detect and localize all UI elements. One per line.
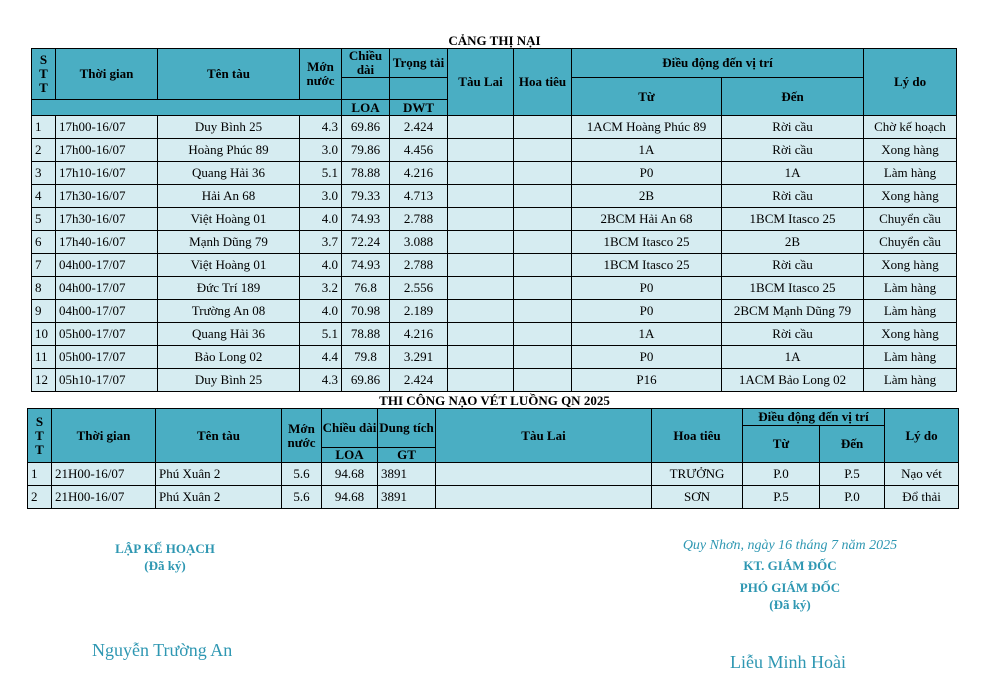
table-cell: 2.424 (390, 116, 448, 139)
table-cell: Làm hàng (864, 369, 957, 392)
header-ship: Tên tàu (158, 49, 300, 100)
table-cell: 74.93 (342, 254, 390, 277)
table-cell: 21H00-16/07 (52, 486, 156, 509)
table-cell: 70.98 (342, 300, 390, 323)
table-cell: 1 (28, 463, 52, 486)
table-cell: Rời cầu (722, 254, 864, 277)
table-cell (448, 231, 514, 254)
table-cell: 12 (32, 369, 56, 392)
planner-name: Nguyễn Trường An (92, 640, 233, 660)
table-cell: 04h00-17/07 (56, 254, 158, 277)
table-cell: Rời cầu (722, 323, 864, 346)
header2-time: Thời gian (52, 409, 156, 463)
table-row (32, 346, 957, 369)
table-cell: Phú Xuân 2 (156, 486, 282, 509)
table-cell: 3.088 (390, 231, 448, 254)
table-cell: 3891 (378, 463, 436, 486)
table-cell (448, 277, 514, 300)
table-cell: 76.8 (342, 277, 390, 300)
table-cell (448, 323, 514, 346)
table-row (32, 254, 957, 277)
table-cell: Rời cầu (722, 185, 864, 208)
date-line: Quy Nhơn, ngày 16 tháng 7 năm 2025 (682, 538, 898, 553)
table-cell: 2.556 (390, 277, 448, 300)
header-filler (32, 100, 342, 116)
header-dwt: DWT (390, 100, 448, 116)
table-cell: 8 (32, 277, 56, 300)
table-cell: Làm hàng (864, 346, 957, 369)
table-cell (514, 231, 572, 254)
header2-capacity: Dung tích (378, 409, 436, 448)
table-cell: 5.6 (282, 463, 322, 486)
table-cell (514, 300, 572, 323)
header2-to: Đến (820, 426, 885, 463)
table-row (32, 231, 957, 254)
table-cell: 5.1 (300, 162, 342, 185)
header2-ship: Tên tàu (156, 409, 282, 463)
table-cell: 74.93 (342, 208, 390, 231)
table-cell: 04h00-17/07 (56, 277, 158, 300)
table-cell (448, 116, 514, 139)
table-cell: 17h30-16/07 (56, 208, 158, 231)
table-cell (448, 185, 514, 208)
header-tug: Tàu Lai (448, 49, 514, 116)
table-cell: Việt Hoàng 01 (158, 254, 300, 277)
table-cell (448, 369, 514, 392)
table-cell (514, 254, 572, 277)
table-cell: 4 (32, 185, 56, 208)
table-cell: 17h30-16/07 (56, 185, 158, 208)
table-cell: P0 (572, 277, 722, 300)
table-row (32, 116, 957, 139)
table-cell: Phú Xuân 2 (156, 463, 282, 486)
table-cell: 4.4 (300, 346, 342, 369)
table-cell: 4.0 (300, 300, 342, 323)
table-row (28, 463, 959, 486)
header2-from: Từ (743, 426, 820, 463)
table-cell: P.5 (743, 486, 820, 509)
director-name: Liễu Minh Hoài (730, 652, 846, 672)
table-cell: Trường An 08 (158, 300, 300, 323)
table-cell: Đổ thải (885, 486, 959, 509)
table-cell: Việt Hoàng 01 (158, 208, 300, 231)
header2-tug: Tàu Lai (436, 409, 652, 463)
table-cell: 72.24 (342, 231, 390, 254)
table-cell: 11 (32, 346, 56, 369)
table-cell (514, 208, 572, 231)
table-cell: Xong hàng (864, 139, 957, 162)
table-cell: 05h10-17/07 (56, 369, 158, 392)
table-cell: Duy Bình 25 (158, 116, 300, 139)
table-cell: 2.424 (390, 369, 448, 392)
table-cell: 78.88 (342, 162, 390, 185)
table-cell: 17h00-16/07 (56, 116, 158, 139)
director-signed: (Đã ký) (769, 597, 811, 612)
table-cell: Hoàng Phúc 89 (158, 139, 300, 162)
table-cell: 4.0 (300, 208, 342, 231)
director-title: KT. GIÁM ĐỐC (743, 558, 837, 573)
table-cell: Rời cầu (722, 139, 864, 162)
planner-signed: (Đã ký) (144, 558, 186, 573)
table-cell: 17h00-16/07 (56, 139, 158, 162)
table-cell: 1A (572, 139, 722, 162)
table-cell: 2.189 (390, 300, 448, 323)
table-cell: P0 (572, 346, 722, 369)
planner-title: LẬP KẾ HOẠCH (115, 541, 215, 556)
table-cell: TRƯỞNG (652, 463, 743, 486)
table-cell: P.0 (820, 486, 885, 509)
table-cell: 4.3 (300, 369, 342, 392)
table-cell: 3891 (378, 486, 436, 509)
deputy-director-title: PHÓ GIÁM ĐỐC (739, 580, 841, 595)
table-cell: 05h00-17/07 (56, 323, 158, 346)
table-row (32, 323, 957, 346)
table-cell (436, 463, 652, 486)
table-row (32, 139, 957, 162)
header-pilot: Hoa tiêu (514, 49, 572, 116)
table-cell: 94.68 (322, 486, 378, 509)
table-cell: Đức Trí 189 (158, 277, 300, 300)
table-cell: 2B (572, 185, 722, 208)
table-cell: Làm hàng (864, 277, 957, 300)
table-cell: 17h40-16/07 (56, 231, 158, 254)
table-cell: Duy Bình 25 (158, 369, 300, 392)
table-cell: 2B (722, 231, 864, 254)
table-cell: 1A (572, 323, 722, 346)
header2-length: Chiều dài (322, 409, 378, 448)
table-cell: 17h10-16/07 (56, 162, 158, 185)
table-cell: 4.3 (300, 116, 342, 139)
table-row (32, 369, 957, 392)
table-cell: P.5 (820, 463, 885, 486)
table-row (32, 185, 957, 208)
table-cell: Rời cầu (722, 116, 864, 139)
table-cell: 5 (32, 208, 56, 231)
header2-draft: Mớn nước (282, 409, 322, 463)
table-cell: P0 (572, 162, 722, 185)
table-cell: 1BCM Itasco 25 (722, 208, 864, 231)
table-cell: P16 (572, 369, 722, 392)
table-row (32, 277, 957, 300)
header2-reason: Lý do (885, 409, 959, 463)
table-cell: 9 (32, 300, 56, 323)
table-cell: 79.8 (342, 346, 390, 369)
header-tonnage-spacer (390, 78, 448, 100)
table-cell (514, 346, 572, 369)
table-cell (448, 346, 514, 369)
table-cell: 69.86 (342, 369, 390, 392)
table-cell: 1A (722, 346, 864, 369)
header2-stt: STT (28, 409, 52, 463)
table-cell (436, 486, 652, 509)
header2-gt: GT (378, 448, 436, 463)
table-cell: 1A (722, 162, 864, 185)
table-cell: SƠN (652, 486, 743, 509)
table-cell: Quang Hải 36 (158, 323, 300, 346)
table-cell: 2.788 (390, 208, 448, 231)
header-move: Điều động đến vị trí (572, 49, 864, 78)
table-cell: 4.216 (390, 162, 448, 185)
table-cell: 1BCM Itasco 25 (572, 231, 722, 254)
table-cell: 21H00-16/07 (52, 463, 156, 486)
table-row (32, 300, 957, 323)
table-cell: 10 (32, 323, 56, 346)
table-cell: P.0 (743, 463, 820, 486)
header2-move: Điều động đến vị trí (743, 409, 885, 426)
table1-title: CẢNG THỊ NẠI (448, 33, 541, 48)
table-cell: 2 (28, 486, 52, 509)
table-cell: 5.1 (300, 323, 342, 346)
header-length: Chiều dài (342, 49, 390, 78)
table-cell: Chuyển cầu (864, 231, 957, 254)
table-cell: 6 (32, 231, 56, 254)
table-cell: 7 (32, 254, 56, 277)
table-cell: 2 (32, 139, 56, 162)
table-cell (448, 254, 514, 277)
table-cell: 1 (32, 116, 56, 139)
table-cell: 2BCM Hải An 68 (572, 208, 722, 231)
table-cell: 3 (32, 162, 56, 185)
table-cell (448, 300, 514, 323)
table-cell: 4.713 (390, 185, 448, 208)
table-cell: 3.0 (300, 139, 342, 162)
table-cell: 3.0 (300, 185, 342, 208)
table-cell: 1BCM Itasco 25 (572, 254, 722, 277)
table-cell: Xong hàng (864, 323, 957, 346)
table-row (32, 162, 957, 185)
table-cell: 94.68 (322, 463, 378, 486)
header2-pilot: Hoa tiêu (652, 409, 743, 463)
table-cell: P0 (572, 300, 722, 323)
table-cell: Xong hàng (864, 254, 957, 277)
table-cell (514, 162, 572, 185)
table-cell (514, 185, 572, 208)
table-cell: 2BCM Mạnh Dũng 79 (722, 300, 864, 323)
table-cell: 1ACM Bảo Long 02 (722, 369, 864, 392)
header-stt: STT (32, 49, 56, 100)
table-cell: 1BCM Itasco 25 (722, 277, 864, 300)
header-draft: Mớn nước (300, 49, 342, 100)
table-cell (448, 208, 514, 231)
table2-title: THI CÔNG NẠO VÉT LUỒNG QN 2025 (379, 393, 610, 408)
table-row (28, 486, 959, 509)
table-cell: 79.86 (342, 139, 390, 162)
table-cell: Xong hàng (864, 185, 957, 208)
table-cell: Nạo vét (885, 463, 959, 486)
table-cell: 5.6 (282, 486, 322, 509)
table-cell (514, 139, 572, 162)
table-cell: 05h00-17/07 (56, 346, 158, 369)
table-cell (514, 116, 572, 139)
table-cell: 78.88 (342, 323, 390, 346)
table-cell: Hải An 68 (158, 185, 300, 208)
table-cell: 04h00-17/07 (56, 300, 158, 323)
table-cell: 79.33 (342, 185, 390, 208)
port-schedule-table (31, 48, 957, 392)
table-cell: Làm hàng (864, 300, 957, 323)
table-cell: 4.0 (300, 254, 342, 277)
table-cell: Chuyển cầu (864, 208, 957, 231)
header-length-spacer (342, 78, 390, 100)
header-time: Thời gian (56, 49, 158, 100)
header-tonnage: Trọng tải (390, 49, 448, 78)
table-row (32, 208, 957, 231)
table-cell: 2.788 (390, 254, 448, 277)
header-reason: Lý do (864, 49, 957, 116)
header-from: Từ (572, 78, 722, 116)
table-cell: 3.7 (300, 231, 342, 254)
table-cell (448, 139, 514, 162)
table-cell: 4.456 (390, 139, 448, 162)
table-cell (448, 162, 514, 185)
header2-loa: LOA (322, 448, 378, 463)
table-cell: 3.291 (390, 346, 448, 369)
table-cell: 3.2 (300, 277, 342, 300)
table-cell: Bảo Long 02 (158, 346, 300, 369)
table-cell: Mạnh Dũng 79 (158, 231, 300, 254)
table-cell (514, 277, 572, 300)
table-cell (514, 369, 572, 392)
dredging-table (27, 408, 959, 509)
table-cell: Làm hàng (864, 162, 957, 185)
table-cell: Chờ kế hoạch (864, 116, 957, 139)
header-to: Đến (722, 78, 864, 116)
header-loa: LOA (342, 100, 390, 116)
table-cell: 69.86 (342, 116, 390, 139)
table-cell: Quang Hải 36 (158, 162, 300, 185)
table-cell: 1ACM Hoàng Phúc 89 (572, 116, 722, 139)
table-cell: 4.216 (390, 323, 448, 346)
table-cell (514, 323, 572, 346)
